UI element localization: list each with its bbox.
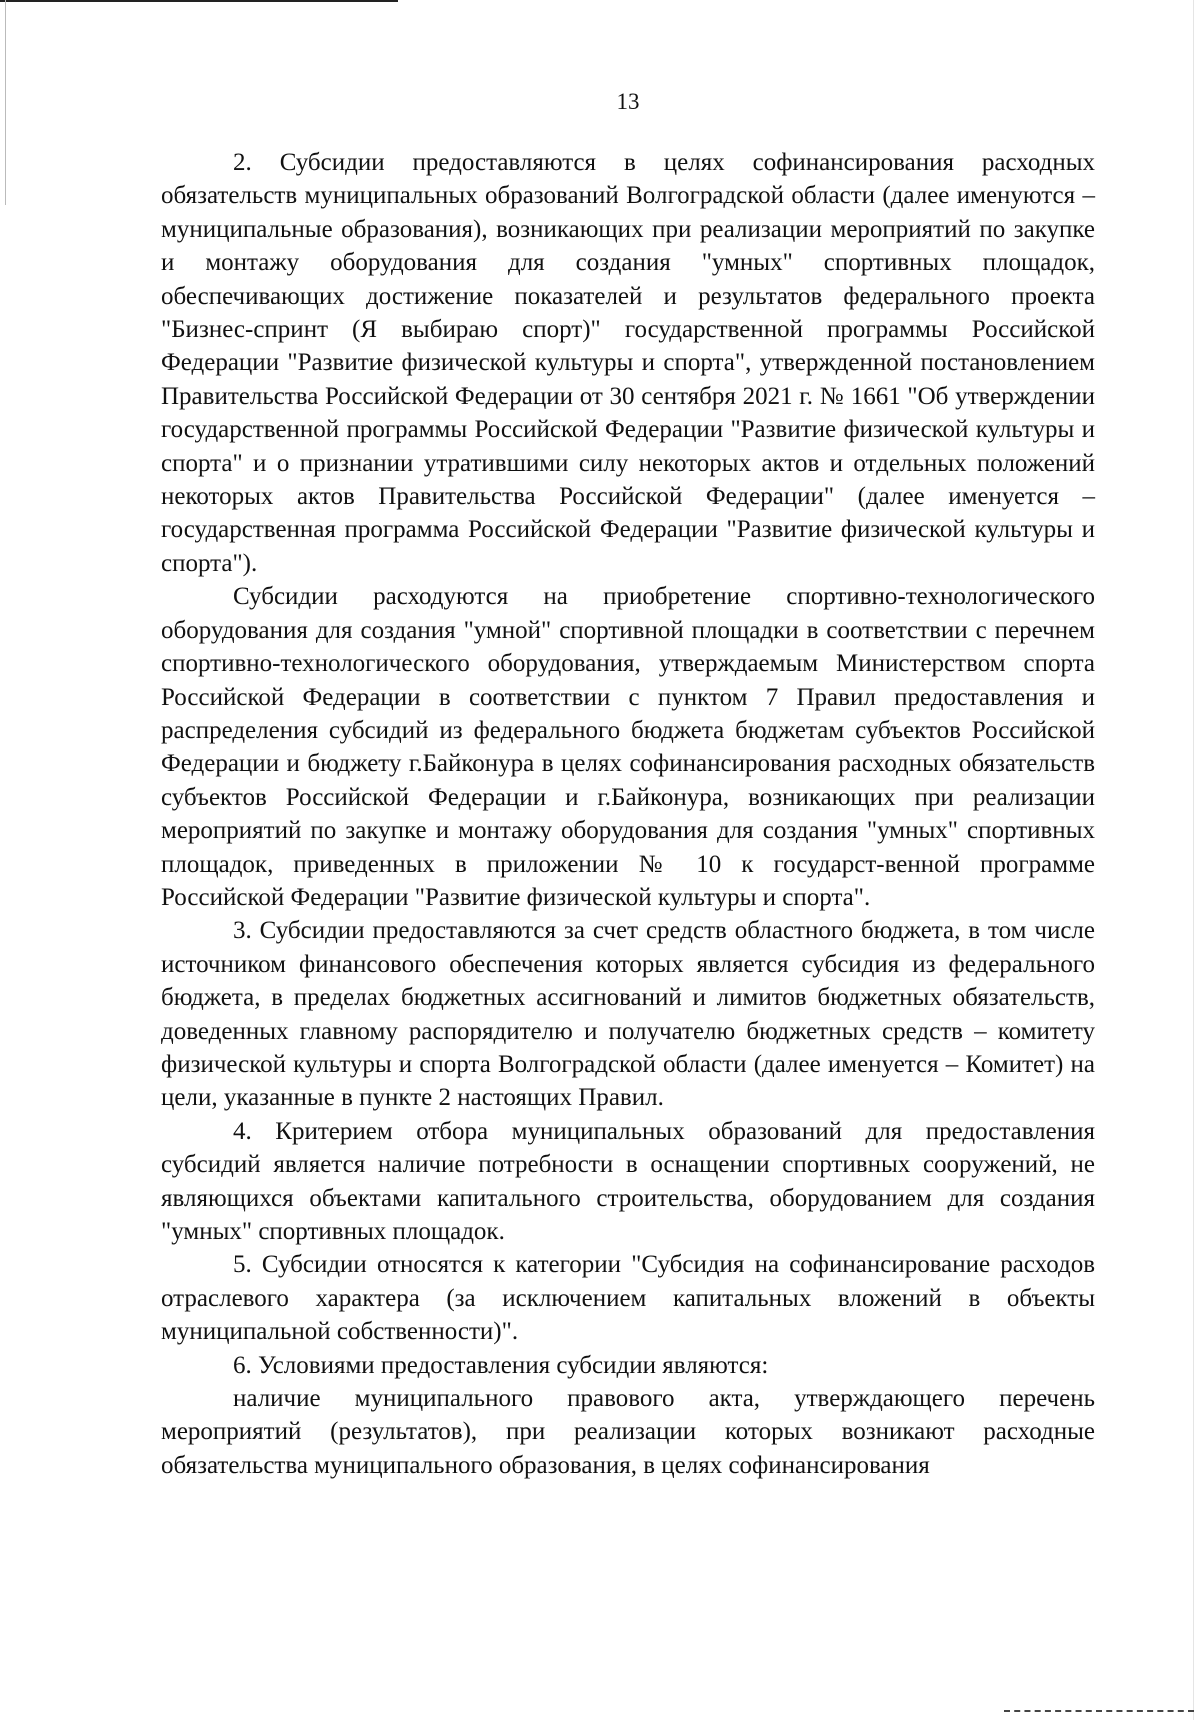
document-body xyxy=(161,146,1095,1482)
scan-edge-right xyxy=(1193,0,1194,1720)
scan-edge-bottom xyxy=(1004,1710,1194,1712)
paragraph-4-selection-criteria: 4. Критерием отбора муниципальных образований для предоставления субсидий является наличие потребности в оснащении спортивных сооружений, не являющихся объектами капитального строительства, оборудованием для создания "умных" спортивных площадок. xyxy=(161,1117,1095,1245)
paragraph-subsidy-spending: Субсидии расходуются на приобретение спортивно-технологического оборудования для создания "умной" спортивной площадки в соответствии с перечнем спортивно-технологического оборудования, утверждаемым Министерством спорта Российской Федерации в соответствии с пунктом 7 Правил предоставления и распределения субсидий из федерального бюджета бюджетам субъектов Российской Федерации и бюджету г.Байконура в целях софинансирования расходных обязательств субъектов Российской Федерации и г.Байконура, возникающих при реализации мероприятий по закупке и монтажу оборудования для создания "умных" спортивных площадок, приведенных в приложении № 10 к государст-венной программе Российской Федерации "Развитие физической культуры и спорта". xyxy=(161,583,1095,911)
paragraph-2-subsidy-purpose: 2. Субсидии предоставляются в целях софинансирования расходных обязательств муниципальных образований Волгоградской области (далее именуются – муниципальные образования), возникающих при реализации мероприятий по закупке и монтажу оборудования для создания "умных" спортивных площадок, обеспечивающих достижение показателей и результатов федерального проекта "Бизнес-спринт (Я выбираю спорт)" государственной программы Российской Федерации "Развитие физической культуры и спорта", утвержденной постановлением Правительства Российской Федерации от 30 сентября 2021 г. № 1661 "Об утверждении государственной программы Российской Федерации "Развитие физической культуры и спорта" и о признании утратившими силу некоторых актов и отдельных положений некоторых актов Правительства Российской Федерации" (далее именуется – государственная программа Российской Федерации "Развитие физической культуры и спорта"). xyxy=(161,149,1095,577)
page-number: 13 xyxy=(616,89,640,114)
paragraph-6-conditions-heading: 6. Условиями предоставления субсидии являются: xyxy=(233,1351,769,1379)
scan-edge-top xyxy=(0,0,398,2)
paragraph-5-subsidy-category: 5. Субсидии относятся к категории "Субсидия на софинансирование расходов отраслевого характера (за исключением капитальных вложений в объекты муниципальной собственности)". xyxy=(161,1251,1095,1346)
paragraph-3-funding-source: 3. Субсидии предоставляются за счет средств областного бюджета, в том числе источником финансового обеспечения которых является субсидия из федерального бюджета, в пределах бюджетных ассигнований и лимитов бюджетных обязательств, доведенных главному распорядителю и получателю бюджетных средств – комитету физической культуры и спорта Волгоградской области (далее именуется – Комитет) на цели, указанные в пункте 2 настоящих Правил. xyxy=(161,917,1095,1112)
paragraph-condition-municipal-act: наличие муниципального правового акта, утверждающего перечень мероприятий (результатов), при реализации которых возникают расходные обязательства муниципального образования, в целях софинансирования xyxy=(161,1385,1095,1479)
